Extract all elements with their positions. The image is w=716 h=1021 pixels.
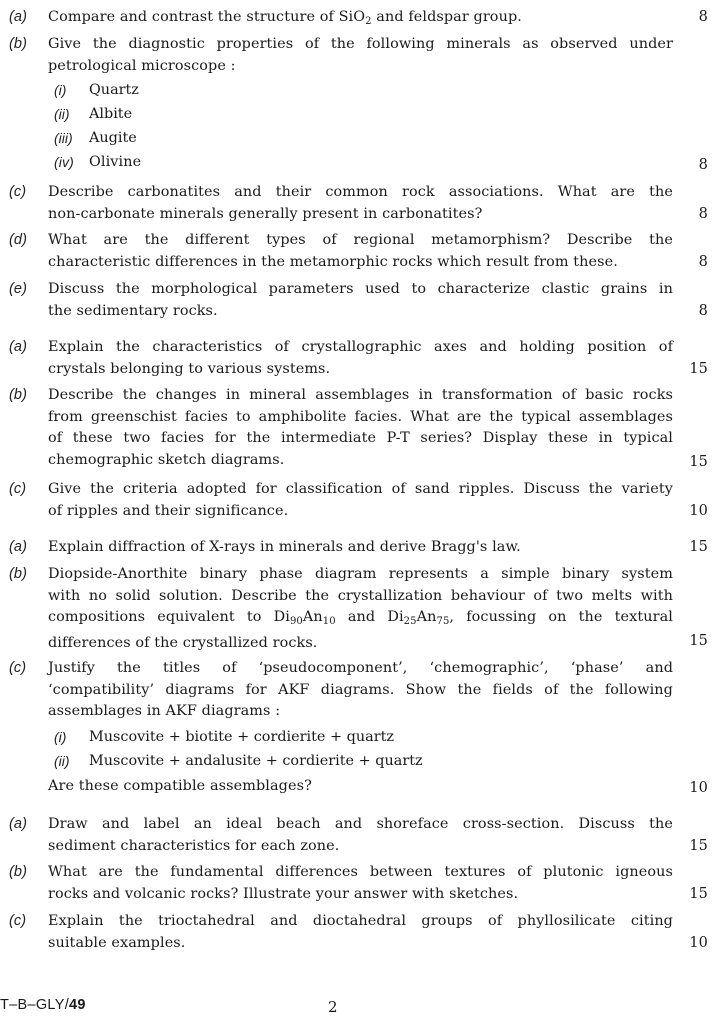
question-label: (d) bbox=[9, 232, 28, 248]
marks: 15 bbox=[689, 838, 708, 854]
question-label: (c) bbox=[9, 913, 27, 929]
exam-page: (a) Compare and contrast the structure of SiO$_2$ and feldspar group. 8 (b) Give the diagnostic properties of the following minerals as observed under petrological microscope : (i) Quartz (ii) Albite (iii) Augite (iv) Olivine 8 (c) Describe carbonatites and their common rock associations. What are the non-carbonate minerals generally present in carbonatites? 8 (d) What are the different types of regional metamorphism? Describe the characteristic differences in the metamorphic rocks which result from these. 8 (e) Discuss the morphological parameters used to characterize clastic grains in the sedimentary rocks. 8 (a) Explain the characteristics of crystallographic axes and holding position of crystals belonging to various systems. 15 (b) Describe the changes in mineral assemblages in transformation of basic rocks from greenschist facies to amphibolite facies. What are the typical assemblages of these two facies for the intermediate P-T series? Display these in typical chemographic sketch diagrams. 15 (c) Give the criteria adopted for classification of sand ripples. Discuss the variety of ripples and their significance. 10 (a) Explain diffraction of X-rays in minerals and derive Bragg's law. 15 (b) Diopside-Anorthite binary phase diagram represents a simple binary system with no solid solution. Describe the crystallization behaviour of two melts with compositions equivalent to $Di_{90}An_{10}$ and $Di_{25}An_{75}$, focussing on the textural differences of the crystallized rocks. 15 (c) Justify the titles of ‘pseudocomponent’, ‘chemographic’, ‘phase’ and ‘compatibility’ diagrams for AKF diagrams. Show the fields of the following assemblages in AKF diagrams : (i) Muscovite + biotite + cordierite + quartz (ii) Muscovite + andalusite + cordierite + quartz Are these compatible assemblages? 10 (a) Draw and label an ideal beach and shoreface cross-section. Discuss the sediment characteristics for each zone. 15 (b) What are the fundamental differences between textures of plutonic igneous rocks and volcanic rocks? Illustrate your answer with sketches. 15 (c) Explain the trioctahedral and dioctahedral groups of phyllosilicate citing suitable examples. 10 T–B–GLY/49 2 bbox=[0, 9, 708, 1016]
marks: 8 bbox=[698, 254, 708, 270]
question-label: (a) bbox=[9, 9, 28, 25]
question-text: Explain diffraction of X-rays in minerals and derive Bragg's law. bbox=[48, 539, 521, 555]
marks: 10 bbox=[689, 935, 708, 951]
question-text: Explain the characteristics of crystallographic axes and holding position of crystals belonging to various systems. bbox=[48, 339, 673, 377]
question-text: Give the criteria adopted for classification of sand ripples. Discuss the variety of ripples and their significance. bbox=[48, 481, 673, 519]
question-text: Compare and contrast the structure of SiO$_2$ and feldspar group. bbox=[48, 9, 522, 27]
question-label: (c) bbox=[9, 184, 27, 200]
page-number: 2 bbox=[328, 998, 338, 1016]
marks: 10 bbox=[689, 780, 708, 796]
question-label: (c) bbox=[9, 481, 27, 497]
question-label: (b) bbox=[9, 864, 28, 880]
question-text: Draw and label an ideal beach and shoreface cross-section. Discuss the sediment characteristics for each zone. bbox=[48, 816, 673, 854]
question-text: Describe the changes in mineral assemblages in transformation of basic rocks from greenschist facies to amphibolite facies. What are the typical assemblages of these two facies for the intermediate P-T series? Display these in typical chemographic sketch diagrams. bbox=[48, 387, 673, 468]
question-text: What are the different types of regional metamorphism? Describe the characteristic differences in the metamorphic rocks which result from these. bbox=[48, 232, 673, 270]
question-text: Give the diagnostic properties of the following minerals as observed under petrological microscope : bbox=[48, 36, 673, 74]
formula-line: compositions equivalent to $Di_{90}An_{10}$ and $Di_{25}An_{75}$, focussing on the textural bbox=[48, 609, 673, 627]
marks: 8 bbox=[698, 303, 708, 319]
marks: 15 bbox=[689, 539, 708, 555]
question-label: (a) bbox=[9, 539, 28, 555]
marks: 15 bbox=[689, 361, 708, 377]
question-label: (b) bbox=[9, 36, 28, 52]
question-text: Diopside-Anorthite binary phase diagram represents a simple binary system with no solid solution. Describe the crystallization behaviour of two melts with compositions equivalent to $Di_{90}An_{10}$ and $Di_{25}An_{75}$, focussing on the textural differences of the crystallized rocks. bbox=[48, 566, 673, 651]
marks: 8 bbox=[698, 157, 708, 173]
marks: 15 bbox=[689, 454, 708, 470]
question-text: Describe carbonatites and their common rock associations. What are the non-carbonate minerals generally present in carbonatites? bbox=[48, 184, 673, 222]
question-text: What are the fundamental differences between textures of plutonic igneous rocks and volcanic rocks? Illustrate your answer with sketches. bbox=[48, 864, 673, 902]
question-label: (c) bbox=[9, 660, 27, 676]
marks: 10 bbox=[689, 503, 708, 519]
marks: 8 bbox=[698, 9, 708, 25]
question-text: Justify the titles of ‘pseudocomponent’, ‘chemographic’, ‘phase’ and ‘compatibility’ diagrams for AKF diagrams. Show the fields of the following assemblages in AKF diagrams : bbox=[48, 660, 673, 719]
question-label: (b) bbox=[9, 387, 28, 403]
marks: 8 bbox=[698, 206, 708, 222]
question-label: (e) bbox=[9, 281, 28, 297]
marks: 15 bbox=[689, 633, 708, 649]
question-text: Explain the trioctahedral and dioctahedral groups of phyllosilicate citing suitable examples. bbox=[48, 913, 673, 951]
question-text: Discuss the morphological parameters used to characterize clastic grains in the sedimentary rocks. bbox=[48, 281, 673, 319]
question-label: (a) bbox=[9, 339, 28, 355]
marks: 15 bbox=[689, 886, 708, 902]
paper-code: T–B–GLY/49 bbox=[0, 997, 86, 1013]
question-label: (a) bbox=[9, 816, 28, 832]
question-label: (b) bbox=[9, 566, 28, 582]
